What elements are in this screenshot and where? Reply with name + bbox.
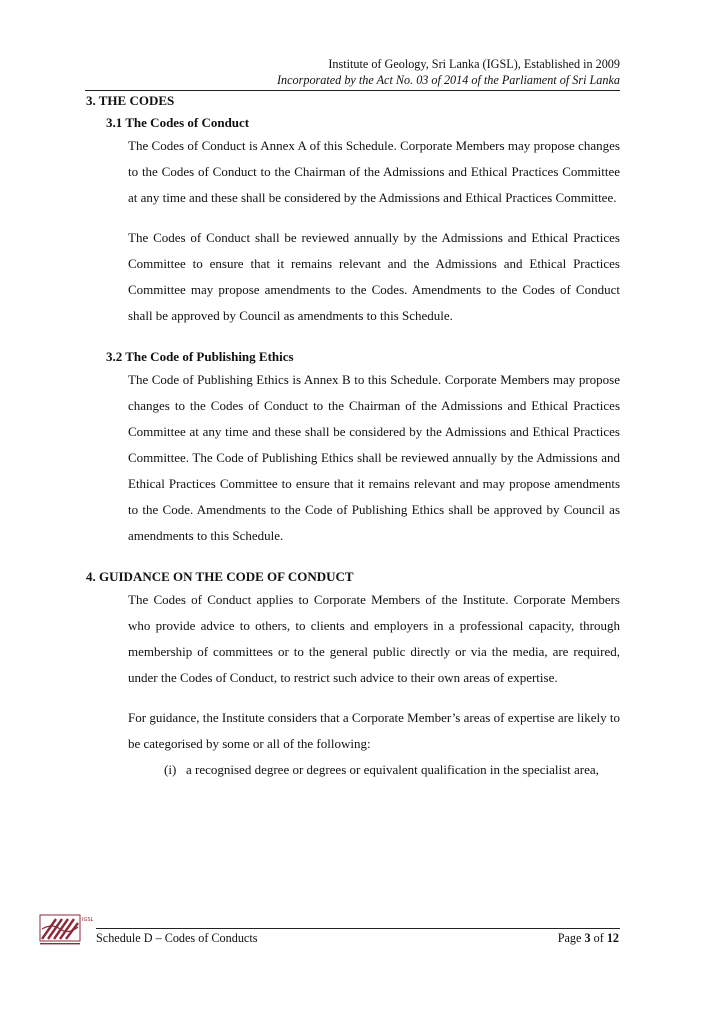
list-item-number: (i) [164, 762, 177, 777]
section-3-2-heading: 3.2 The Code of Publishing Ethics [106, 349, 294, 364]
section-4-paragraph-2: For guidance, the Institute considers that a Corporate Member’s areas of expertise are likely to be categorised by some or all of the following: [128, 710, 620, 751]
footer-page-number [558, 931, 619, 946]
list-item [164, 757, 620, 783]
page-header [277, 56, 620, 88]
page-current: 3 [584, 931, 591, 945]
footer-divider [96, 928, 620, 929]
section-3-1-paragraph-1: The Codes of Conduct is Annex A of this Schedule. Corporate Members may propose changes to the Codes of Conduct to the Chairman of the Admissions and Ethical Practices Committee at any time and these shall be considered by the Admissions and Ethical Practices Committee. [128, 138, 620, 205]
page-of: of [593, 931, 604, 945]
section-3-1-heading: 3.1 The Codes of Conduct [106, 115, 250, 130]
footer-schedule-title: Schedule D – Codes of Conducts [96, 931, 258, 945]
list-item-text: a recognised degree or degrees or equivalent qualification in the specialist area, [186, 762, 599, 777]
page-label: Page [557, 931, 582, 945]
section-4-paragraph-1: The Codes of Conduct applies to Corporate Members of the Institute. Corporate Members who provide advice to others, to clients and employers in a professional capacity, through membership of committees or to the general public directly or via the media, are required, under the Codes of Conduct, to restrict such advice to their own areas of expertise. [128, 592, 620, 685]
logo-text: IGSL [82, 917, 94, 923]
section-3-2-paragraph-1: The Code of Publishing Ethics is Annex B to this Schedule. Corporate Members may propose changes to the Codes of Conduct to the Chairman of the Admissions and Ethical Practices Committee at any time and these shall be considered by the Admissions and Ethical Practices Committee. The Code of Publishing Ethics shall be reviewed annually by the Admissions and Ethical Practices Committee to ensure that it remains relevant and may propose amendments to the Code. Amendments to the Code of Publishing Ethics shall be approved by Council as amendments to this Schedule. [128, 372, 620, 543]
header-institute-line: Institute of Geology, Sri Lanka (IGSL), Established in 2009 [328, 57, 620, 71]
page-total: 12 [606, 931, 619, 945]
section-4-heading: 4. GUIDANCE ON THE CODE OF CONDUCT [86, 569, 354, 584]
document-body [86, 91, 620, 783]
section-3-1-paragraph-2: The Codes of Conduct shall be reviewed annually by the Admissions and Ethical Practices Committee to ensure that it remains relevant and the Admissions and Ethical Practices Committee may propose amendments to the Codes. Amendments to the Codes of Conduct shall be approved by Council as amendments to this Schedule. [128, 230, 620, 323]
igsl-logo [38, 911, 94, 947]
header-act-line: Incorporated by the Act No. 03 of 2014 of the Parliament of Sri Lanka [276, 73, 620, 87]
section-3-heading: 3. THE CODES [86, 93, 175, 108]
